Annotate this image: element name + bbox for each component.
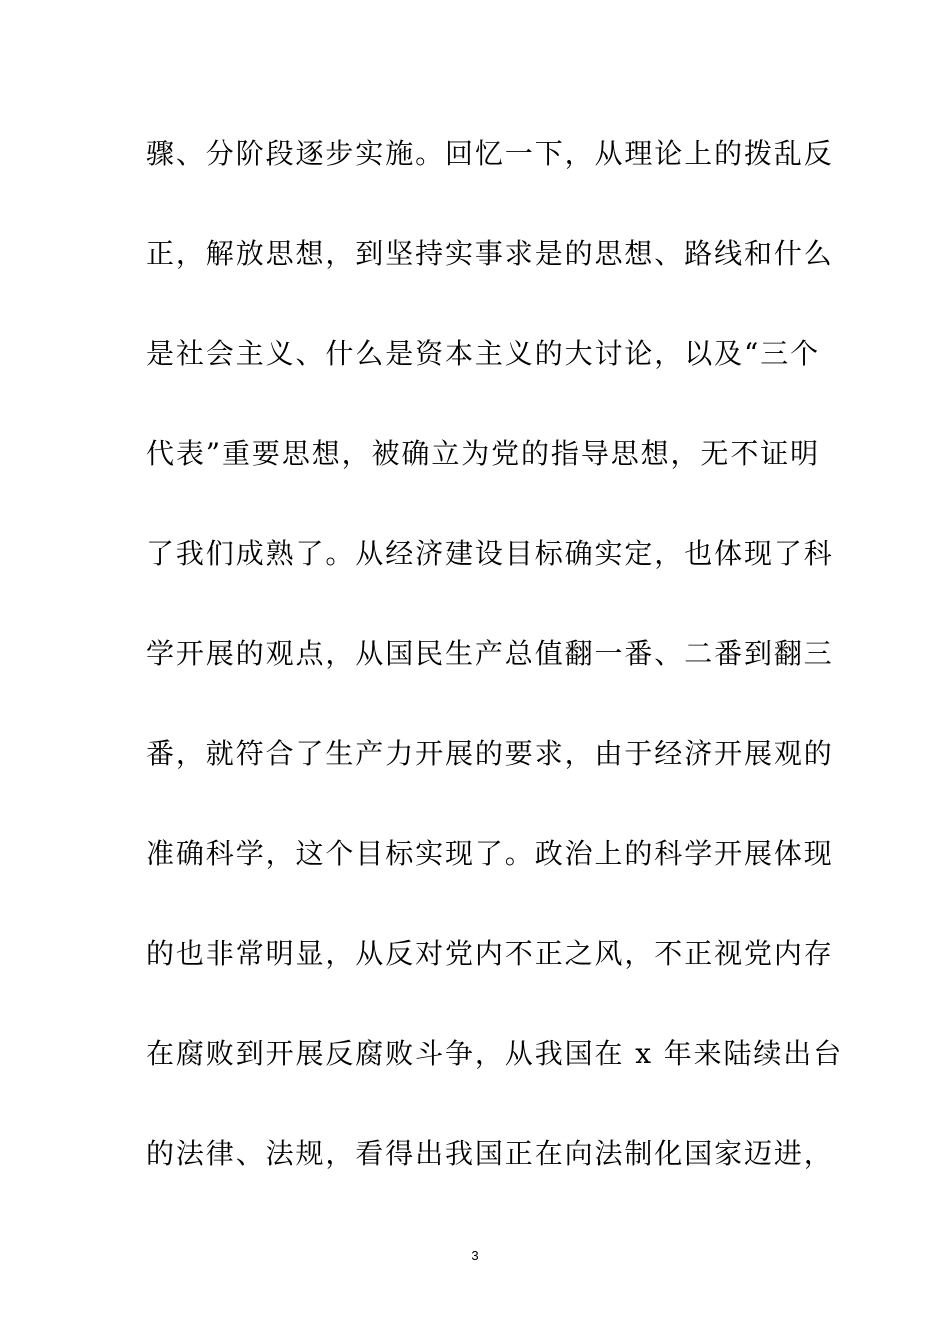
text-line: 骤、分阶段逐步实施。回忆一下，从理论上的拨乱反 xyxy=(146,137,834,170)
page-number: 3 xyxy=(471,1248,479,1263)
text-line: 是社会主义、什么是资本主义的大讨论，以及“三个 xyxy=(146,337,821,370)
text-line: 的法律、法规，看得出我国正在向法制化国家迈进， xyxy=(146,1137,834,1170)
body-text xyxy=(146,126,844,1226)
text-line: 在腐败到开展反腐败斗争，从我国在 x 年来陆续出台 xyxy=(146,1037,844,1070)
text-line: 了我们成熟了。从经济建设目标确实定，也体现了科 xyxy=(146,537,834,570)
text-line: 学开展的观点，从国民生产总值翻一番、二番到翻三 xyxy=(146,637,834,670)
text-line: 正，解放思想，到坚持实事求是的思想、路线和什么 xyxy=(146,237,834,270)
text-line: 的也非常明显，从反对党内不正之风，不正视党内存 xyxy=(146,937,834,970)
text-line: 番，就符合了生产力开展的要求，由于经济开展观的 xyxy=(146,737,834,770)
text-line: 准确科学，这个目标实现了。政治上的科学开展体现 xyxy=(146,837,834,870)
text-line: 代表”重要思想，被确立为党的指导思想，无不证明 xyxy=(146,437,821,470)
